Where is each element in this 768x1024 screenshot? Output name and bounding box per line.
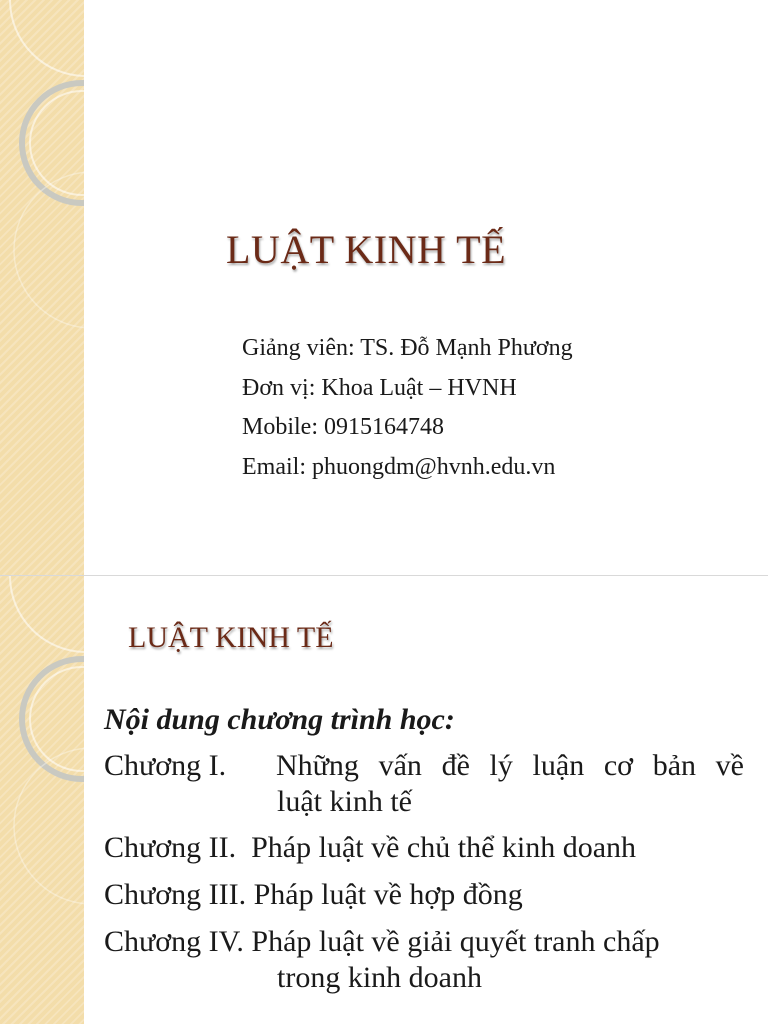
chapter-title: Pháp luật về hợp đồng: [253, 878, 523, 911]
chapter-item: [104, 830, 744, 866]
lecturer-line: Giảng viên: TS. Đỗ Mạnh Phương: [242, 335, 573, 361]
chapter-title: Những vấn đề lý luận cơ bản về: [276, 749, 744, 782]
content-slide: [0, 576, 768, 1024]
chapter-title: Pháp luật về chủ thể kinh doanh: [251, 831, 637, 864]
slide-title: LUẬT KINH TẾ: [128, 621, 334, 654]
chapter-prefix: Chương III.: [104, 878, 247, 911]
chapter-item: [104, 748, 744, 820]
chapter-prefix: Chương IV.: [104, 925, 244, 958]
course-content: [104, 702, 744, 996]
lecturer-info: [242, 329, 573, 487]
email-line: Email: phuongdm@hvnh.edu.vn: [242, 453, 556, 480]
unit-line: Đơn vị: Khoa Luật – HVNH: [242, 374, 517, 401]
decorative-side-band: [0, 0, 84, 575]
mobile-line: Mobile: 0915164748: [242, 414, 444, 440]
decorative-side-band: [0, 576, 84, 1024]
content-heading: Nội dung chương trình học:: [104, 703, 455, 736]
chapter-item: [104, 924, 744, 996]
chapter-title: Pháp luật về giải quyết tranh chấp: [251, 925, 660, 958]
chapter-title-continuation: luật kinh tế: [277, 785, 412, 818]
chapter-prefix: Chương I.: [104, 749, 227, 782]
decorative-rings-graphic: [0, 0, 84, 575]
chapter-item: [104, 877, 744, 913]
slide-title: LUẬT KINH TẾ: [226, 227, 507, 272]
chapter-title-continuation: trong kinh doanh: [277, 961, 482, 994]
chapter-prefix: Chương II.: [104, 831, 237, 864]
decorative-rings-graphic: [0, 576, 84, 1024]
